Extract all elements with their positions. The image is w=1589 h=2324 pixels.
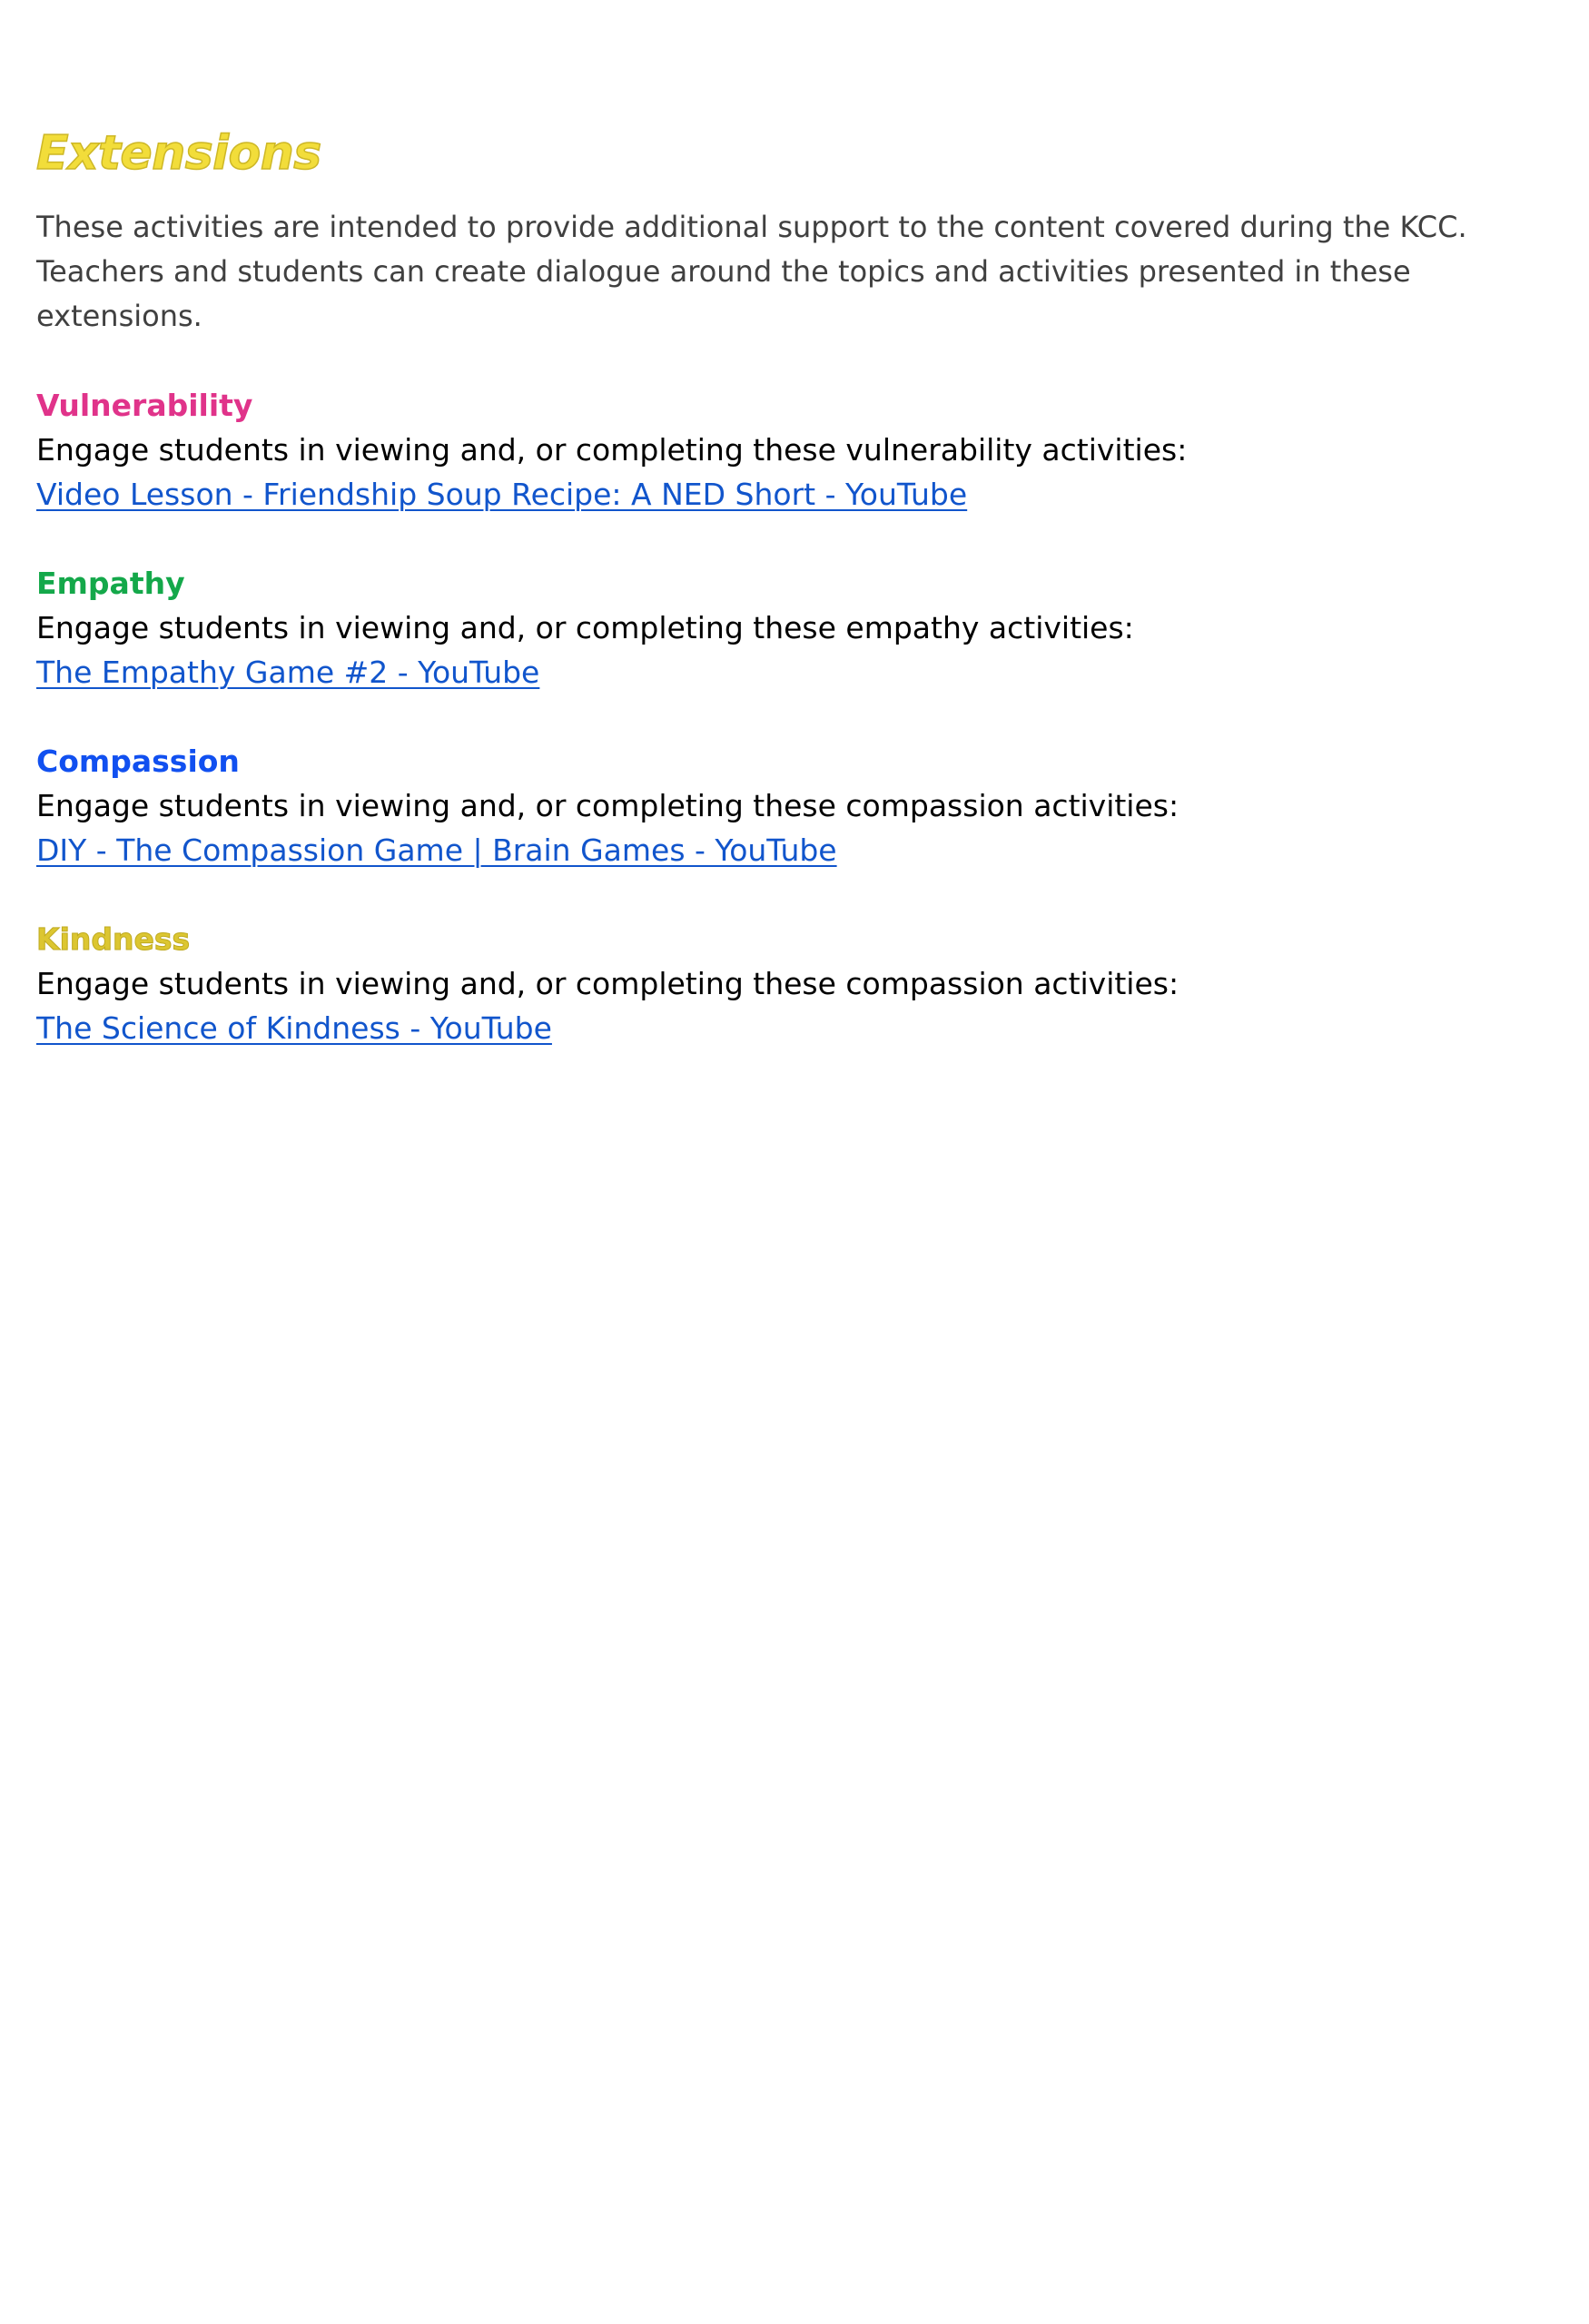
vulnerability-heading: Vulnerability xyxy=(36,388,253,423)
section-vulnerability xyxy=(36,383,1525,517)
section-kindness xyxy=(36,917,1525,1050)
intro-paragraph: These activities are intended to provide additional support to the content covered during the KCC. Teachers and students can create dialogue around the topics and activities presented in these extensions. xyxy=(36,210,1467,333)
document-page xyxy=(36,125,1525,1095)
vulnerability-video-link[interactable]: Video Lesson - Friendship Soup Recipe: A NED Short - YouTube xyxy=(36,477,968,512)
compassion-heading: Compassion xyxy=(36,743,240,779)
empathy-heading: Empathy xyxy=(36,566,185,601)
vulnerability-description: Engage students in viewing and, or completing these vulnerability activities: xyxy=(36,432,1188,468)
page-title: Extensions xyxy=(36,126,321,181)
section-empathy xyxy=(36,561,1525,694)
compassion-video-link[interactable]: DIY - The Compassion Game | Brain Games - YouTube xyxy=(36,832,837,868)
section-compassion xyxy=(36,739,1525,872)
empathy-video-link[interactable]: The Empathy Game #2 - YouTube xyxy=(36,655,540,690)
compassion-description: Engage students in viewing and, or completing these compassion activities: xyxy=(36,788,1179,823)
kindness-video-link[interactable]: The Science of Kindness - YouTube xyxy=(36,1010,552,1046)
kindness-heading: Kindness xyxy=(36,921,191,957)
kindness-description: Engage students in viewing and, or completing these compassion activities: xyxy=(36,966,1179,1001)
empathy-description: Engage students in viewing and, or completing these empathy activities: xyxy=(36,610,1134,645)
